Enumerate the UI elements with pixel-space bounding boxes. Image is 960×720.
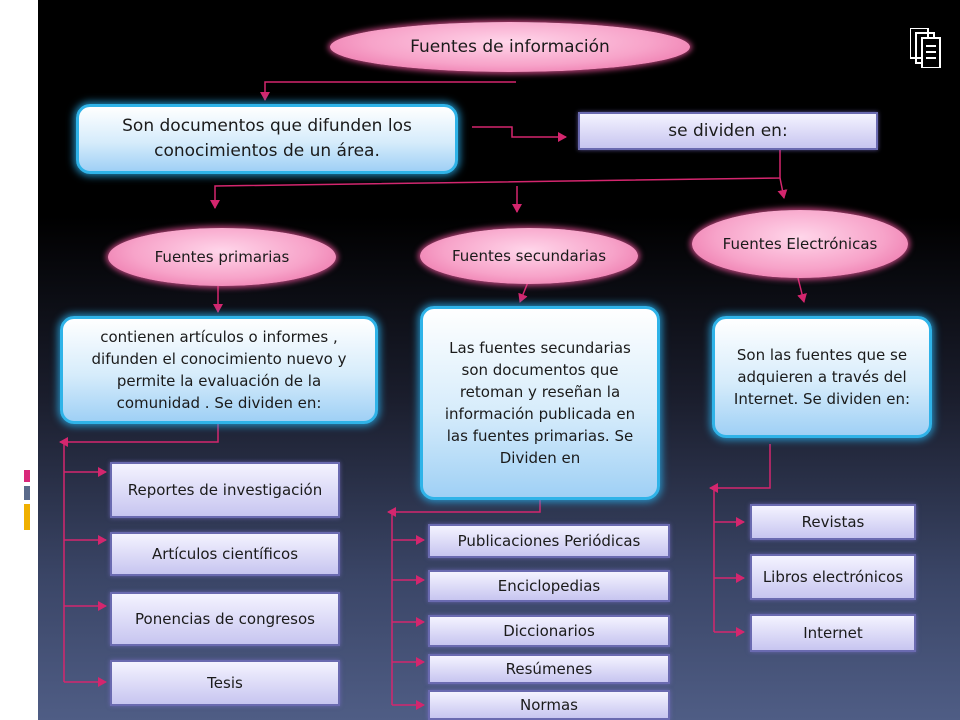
node-primarias: Fuentes primarias <box>108 228 336 286</box>
link-secundarias-desc <box>520 282 528 302</box>
item-revistas: Revistas <box>750 504 916 540</box>
node-secundarias: Fuentes secundarias <box>420 228 638 284</box>
node-electronicas-desc: Son las fuentes que se adquieren a través del Internet. Se dividen en: <box>712 316 932 438</box>
node-electronicas: Fuentes Electrónicas <box>692 210 908 278</box>
node-primarias-desc: contienen artículos o informes , difunden el conocimiento nuevo y permite la evaluación de la comunidad . Se dividen en: <box>60 316 378 424</box>
item-resumenes: Resúmenes <box>428 654 670 684</box>
node-divide: se dividen en: <box>578 112 878 150</box>
item-reportes: Reportes de investigación <box>110 462 340 518</box>
item-articulos: Artículos científicos <box>110 532 340 576</box>
link-title-definition <box>265 82 516 100</box>
node-definition: Son documentos que difunden los conocimientos de un área. <box>76 104 458 174</box>
link-secundarias-branch <box>388 500 540 512</box>
link-definition-divide <box>472 127 566 137</box>
item-publicaciones: Publicaciones Periódicas <box>428 524 670 558</box>
link-electronicas-desc <box>798 278 804 302</box>
link-electronicas-branch <box>710 444 770 488</box>
link-to-electronicas <box>780 178 784 198</box>
node-secundarias-desc: Las fuentes secundarias son documentos que retoman y reseñan la información publicada en las fuentes primarias. Se Dividen en <box>420 306 660 500</box>
item-libros: Libros electrónicos <box>750 554 916 600</box>
item-tesis: Tesis <box>110 660 340 706</box>
link-primarias-branch <box>60 424 218 442</box>
item-diccionarios: Diccionarios <box>428 615 670 647</box>
item-normas: Normas <box>428 690 670 720</box>
item-enciclopedias: Enciclopedias <box>428 570 670 602</box>
item-internet: Internet <box>750 614 916 652</box>
item-ponencias: Ponencias de congresos <box>110 592 340 646</box>
node-title: Fuentes de información <box>330 22 690 72</box>
